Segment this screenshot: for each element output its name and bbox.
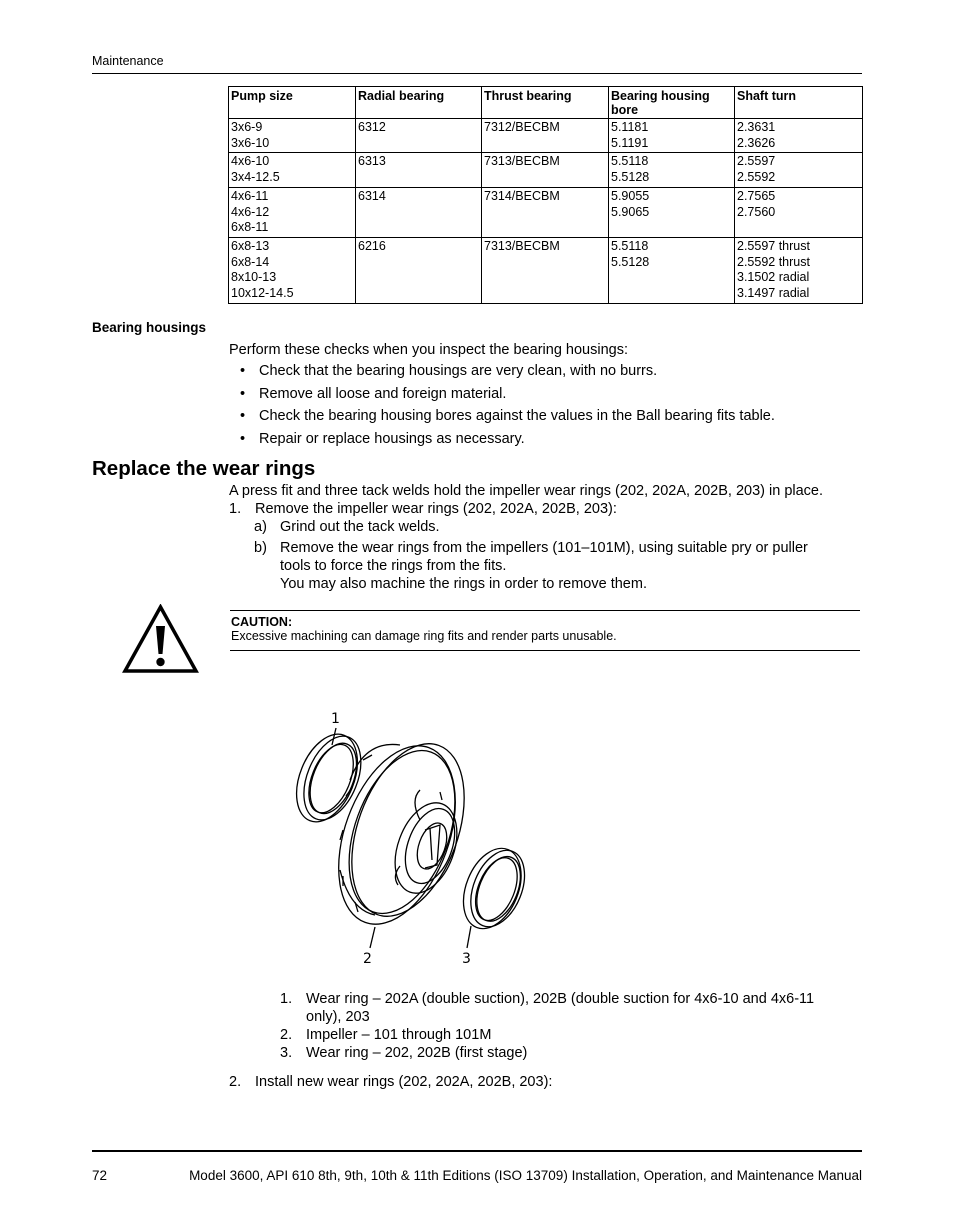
substep-text-continued: tools to force the rings from the fits.: [280, 558, 507, 574]
bullet-icon: •: [240, 408, 246, 425]
substep-letter: a): [254, 519, 267, 535]
legend-number: 2.: [280, 1027, 293, 1043]
legend-text-continued: only), 203: [306, 1009, 370, 1025]
column-header: Thrust bearing: [482, 87, 609, 119]
step-text: Install new wear rings (202, 202A, 202B, 203):: [255, 1074, 553, 1090]
callout-leader-2: [370, 927, 375, 948]
checklist: [229, 362, 775, 453]
shaft-turn-cell: 2.5597 thrust 2.5592 thrust 3.1502 radial 3.1497 radial: [735, 237, 863, 303]
caution-bottom-rule: [230, 650, 860, 651]
page-title: Replace the wear rings: [92, 457, 316, 480]
list-item: • Check the bearing housing bores against the values in the Ball bearing fits table.: [240, 408, 775, 425]
table-row: [229, 153, 863, 187]
legend-number: 1.: [280, 991, 293, 1007]
radial-bearing-cell: 6313: [356, 153, 482, 187]
table-row: [229, 237, 863, 303]
shaft-turn-cell: 2.7565 2.7560: [735, 187, 863, 237]
substep-text: Grind out the tack welds.: [280, 519, 440, 535]
column-header: Shaft turn: [735, 87, 863, 119]
wear-rings-intro: A press fit and three tack welds hold the impeller wear rings (202, 202A, 202B, 203) in place.: [229, 483, 824, 499]
bore-cell: 5.5118 5.5128: [609, 153, 735, 187]
list-item: • Repair or replace housings as necessary.: [240, 431, 525, 448]
caution-text: Excessive machining can damage ring fits and render parts unusable.: [231, 629, 617, 643]
column-header: Pump size: [229, 87, 356, 119]
section-intro: Perform these checks when you inspect the bearing housings:: [229, 342, 628, 358]
step-number: 1.: [229, 501, 242, 517]
caution-top-rule: [230, 610, 860, 611]
table-row: [229, 187, 863, 237]
legend-text: Impeller – 101 through 101M: [306, 1027, 492, 1043]
step-text: Remove the impeller wear rings (202, 202A, 202B, 203):: [255, 501, 617, 517]
callout-leader-1: [332, 728, 336, 745]
wear-ring-large: [285, 725, 372, 832]
step-number: 2.: [229, 1074, 242, 1090]
table-row: [229, 119, 863, 153]
thrust-bearing-cell: 7314/BECBM: [482, 187, 609, 237]
bullet-icon: •: [240, 385, 246, 402]
shaft-turn-cell: 2.5597 2.5592: [735, 153, 863, 187]
figure-callout-2: 2: [363, 951, 372, 967]
legend-text: Wear ring – 202A (double suction), 202B (double suction for 4x6-10 and 4x6-11: [306, 991, 815, 1007]
substep-letter: b): [254, 540, 267, 556]
shaft-turn-cell: 2.3631 2.3626: [735, 119, 863, 153]
thrust-bearing-cell: 7313/BECBM: [482, 153, 609, 187]
bullet-icon: •: [240, 363, 246, 379]
column-header: Radial bearing: [356, 87, 482, 119]
running-header: Maintenance: [92, 54, 164, 68]
bore-cell: 5.1181 5.1191: [609, 119, 735, 153]
warning-icon: [122, 604, 199, 674]
substep-note: You may also machine the rings in order to remove them.: [280, 576, 647, 592]
radial-bearing-cell: 6314: [356, 187, 482, 237]
radial-bearing-cell: 6312: [356, 119, 482, 153]
substep-text: Remove the wear rings from the impellers (101–101M), using suitable pry or puller: [280, 540, 808, 556]
bore-cell: 5.9055 5.9065: [609, 187, 735, 237]
footer-title: Model 3600, API 610 8th, 9th, 10th & 11th Editions (ISO 13709) Installation, Operation, and Maintenance Manual: [189, 1168, 862, 1183]
bearing-fits-table: [228, 86, 863, 304]
callout-leader-3: [467, 926, 471, 948]
page-number: 72: [92, 1168, 108, 1183]
table-header-row: [229, 87, 863, 119]
legend-number: 3.: [280, 1045, 293, 1061]
list-item: • Remove all loose and foreign material.: [240, 385, 507, 402]
bullet-icon: •: [240, 431, 246, 448]
pump-size-cell: 3x6-9 3x6-10: [229, 119, 356, 153]
thrust-bearing-cell: 7312/BECBM: [482, 119, 609, 153]
legend-text: Wear ring – 202, 202B (first stage): [306, 1045, 528, 1061]
thrust-bearing-cell: 7313/BECBM: [482, 237, 609, 303]
radial-bearing-cell: 6216: [356, 237, 482, 303]
wear-ring-figure: [280, 700, 540, 975]
pump-size-cell: 4x6-11 4x6-12 6x8-11: [229, 187, 356, 237]
footer-rule: [92, 1150, 862, 1152]
column-header: Bearing housing bore: [609, 87, 735, 119]
caution-label: CAUTION:: [231, 615, 293, 629]
wear-ring-small: [452, 840, 534, 938]
header-rule: [92, 73, 862, 74]
pump-size-cell: 4x6-10 3x4-12.5: [229, 153, 356, 187]
figure-callout-1: 1: [331, 711, 340, 727]
figure-callout-3: 3: [462, 951, 471, 967]
pump-size-cell: 6x8-13 6x8-14 8x10-13 10x12-14.5: [229, 237, 356, 303]
impeller-shape: [316, 728, 485, 940]
list-item: • Check that the bearing housings are very clean, with no burrs.: [240, 363, 658, 379]
section-heading: Bearing housings: [92, 320, 207, 335]
bore-cell: 5.5118 5.5128: [609, 237, 735, 303]
